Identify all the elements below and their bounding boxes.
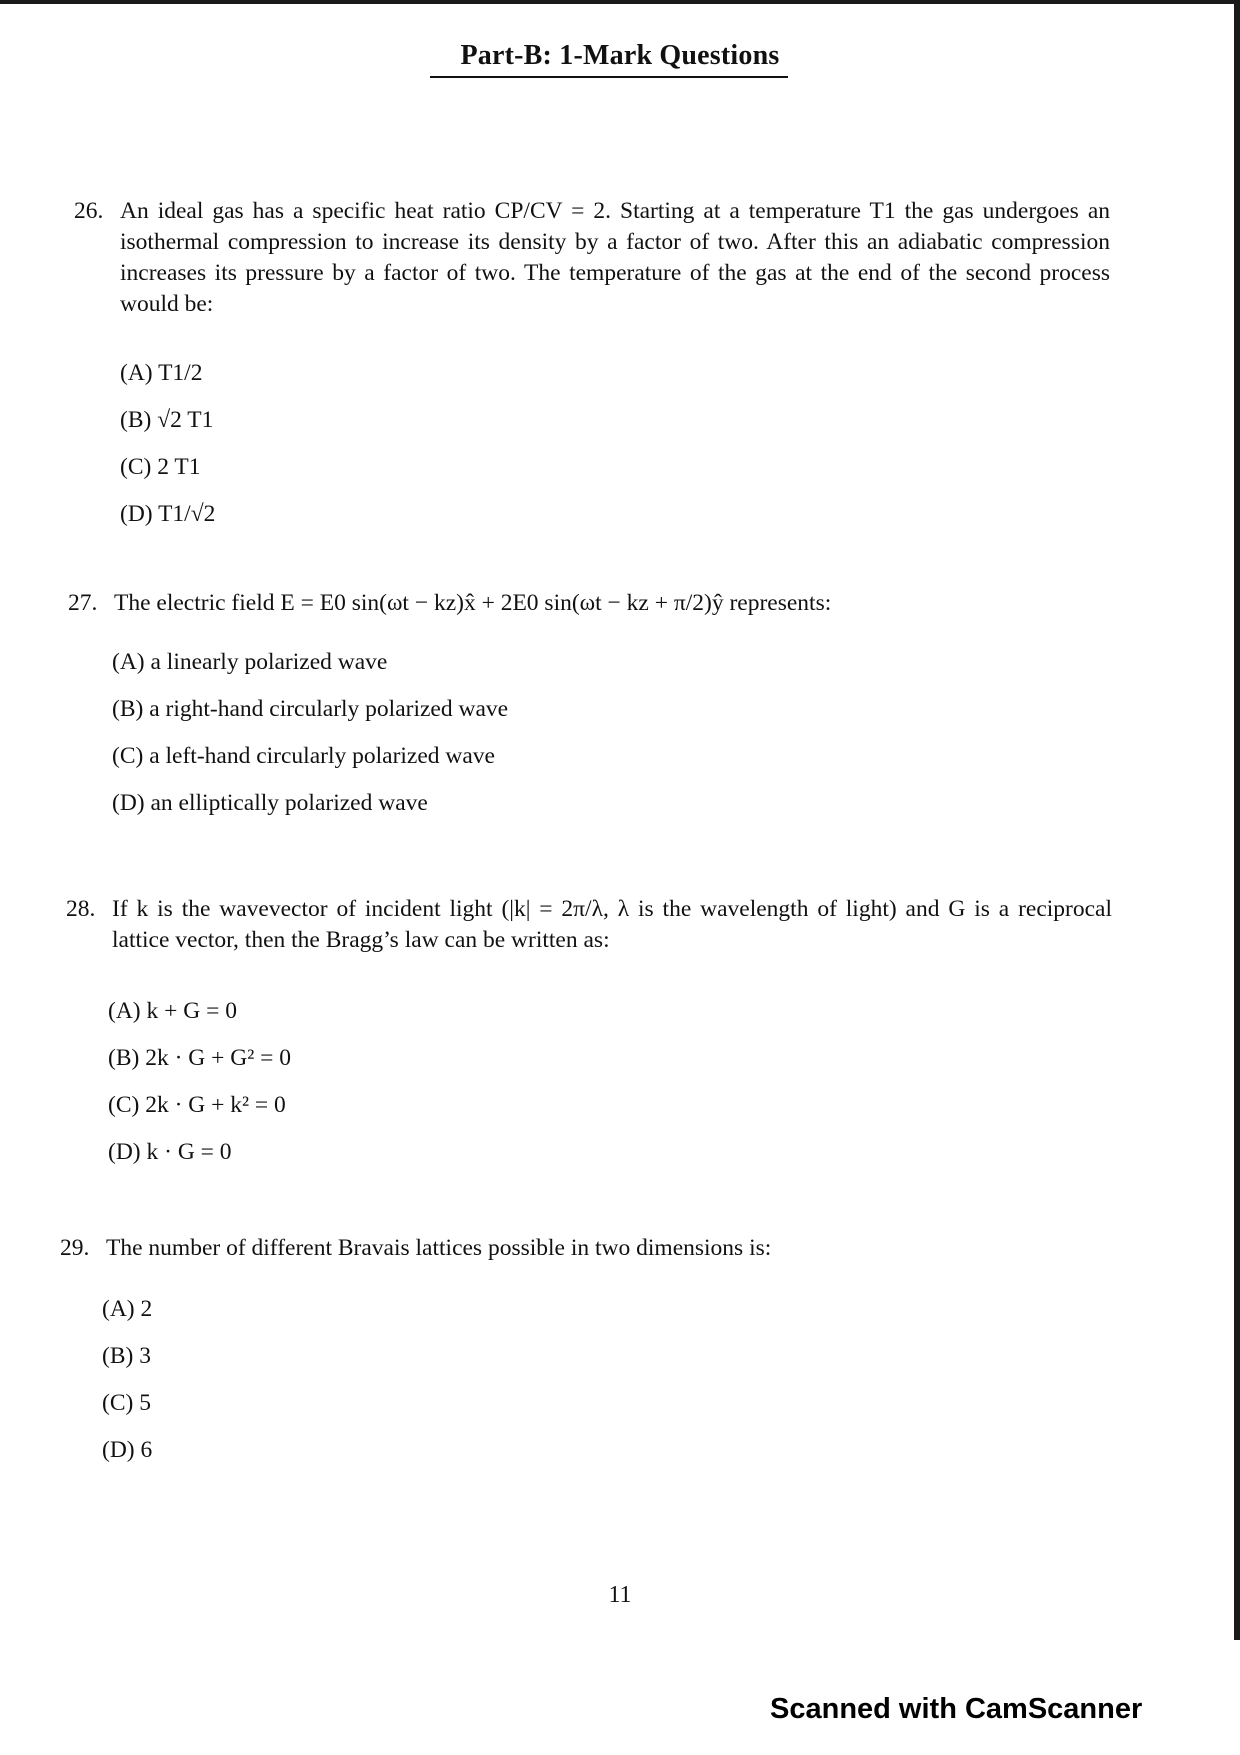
question-29: [60, 1233, 1110, 1474]
option-c: (C) a left-hand circularly polarized wave: [112, 743, 495, 769]
question-stem: An ideal gas has a specific heat ratio CP/CV = 2. Starting at a temperature T1 the gas undergoes an isothermal compression to increase its density by a factor of two. After this an adiabatic compression increases its pressure by a factor of two. The temperature of the gas at the end of the second process would be:: [120, 198, 1110, 317]
question-stem: If k is the wavevector of incident light (|k| = 2π/λ, λ is the wavelength of light) and G is a reciprocal lattice vector, then the Bragg’s law can be written as:: [112, 896, 1112, 953]
option-d: (D) 6: [102, 1437, 153, 1463]
option-b: (B) a right-hand circularly polarized wave: [112, 696, 509, 722]
option-a: (A) a linearly polarized wave: [112, 649, 388, 675]
section-heading: Part-B: 1-Mark Questions: [460, 40, 780, 71]
question-number: 28.: [66, 896, 96, 922]
option-a: (A) 2: [102, 1296, 153, 1322]
option-d: (D) an elliptically polarized wave: [112, 790, 428, 816]
option-d: (D) T1/√2: [120, 501, 216, 527]
page-number: 11: [608, 1582, 632, 1608]
question-stem: The electric field E = E0 sin(ωt − kz)x̂ + 2E0 sin(ωt − kz + π/2)ŷ represents:: [114, 590, 832, 616]
scan-border-top: [0, 0, 1240, 4]
question-number: 26.: [74, 198, 104, 224]
question-27: [68, 588, 1108, 827]
scan-border-right: [1234, 0, 1240, 1640]
heading-underline: [430, 76, 788, 78]
question-number: 29.: [60, 1235, 90, 1261]
option-b: (B) 3: [102, 1343, 151, 1369]
option-a: (A) k + G = 0: [108, 998, 237, 1024]
option-a: (A) T1/2: [120, 360, 203, 386]
question-number: 27.: [68, 590, 98, 616]
option-b: (B) 2k · G + G² = 0: [108, 1045, 292, 1071]
camscanner-watermark: Scanned with CamScanner: [770, 1693, 1143, 1725]
option-c: (C) 5: [102, 1390, 151, 1416]
option-c: (C) 2k · G + k² = 0: [108, 1092, 286, 1118]
option-d: (D) k · G = 0: [108, 1139, 232, 1165]
option-b: (B) √2 T1: [120, 407, 214, 433]
question-28: [66, 894, 1112, 1176]
option-c: (C) 2 T1: [120, 454, 201, 480]
question-26: [74, 196, 1110, 538]
question-stem: The number of different Bravais lattices possible in two dimensions is:: [106, 1235, 772, 1261]
